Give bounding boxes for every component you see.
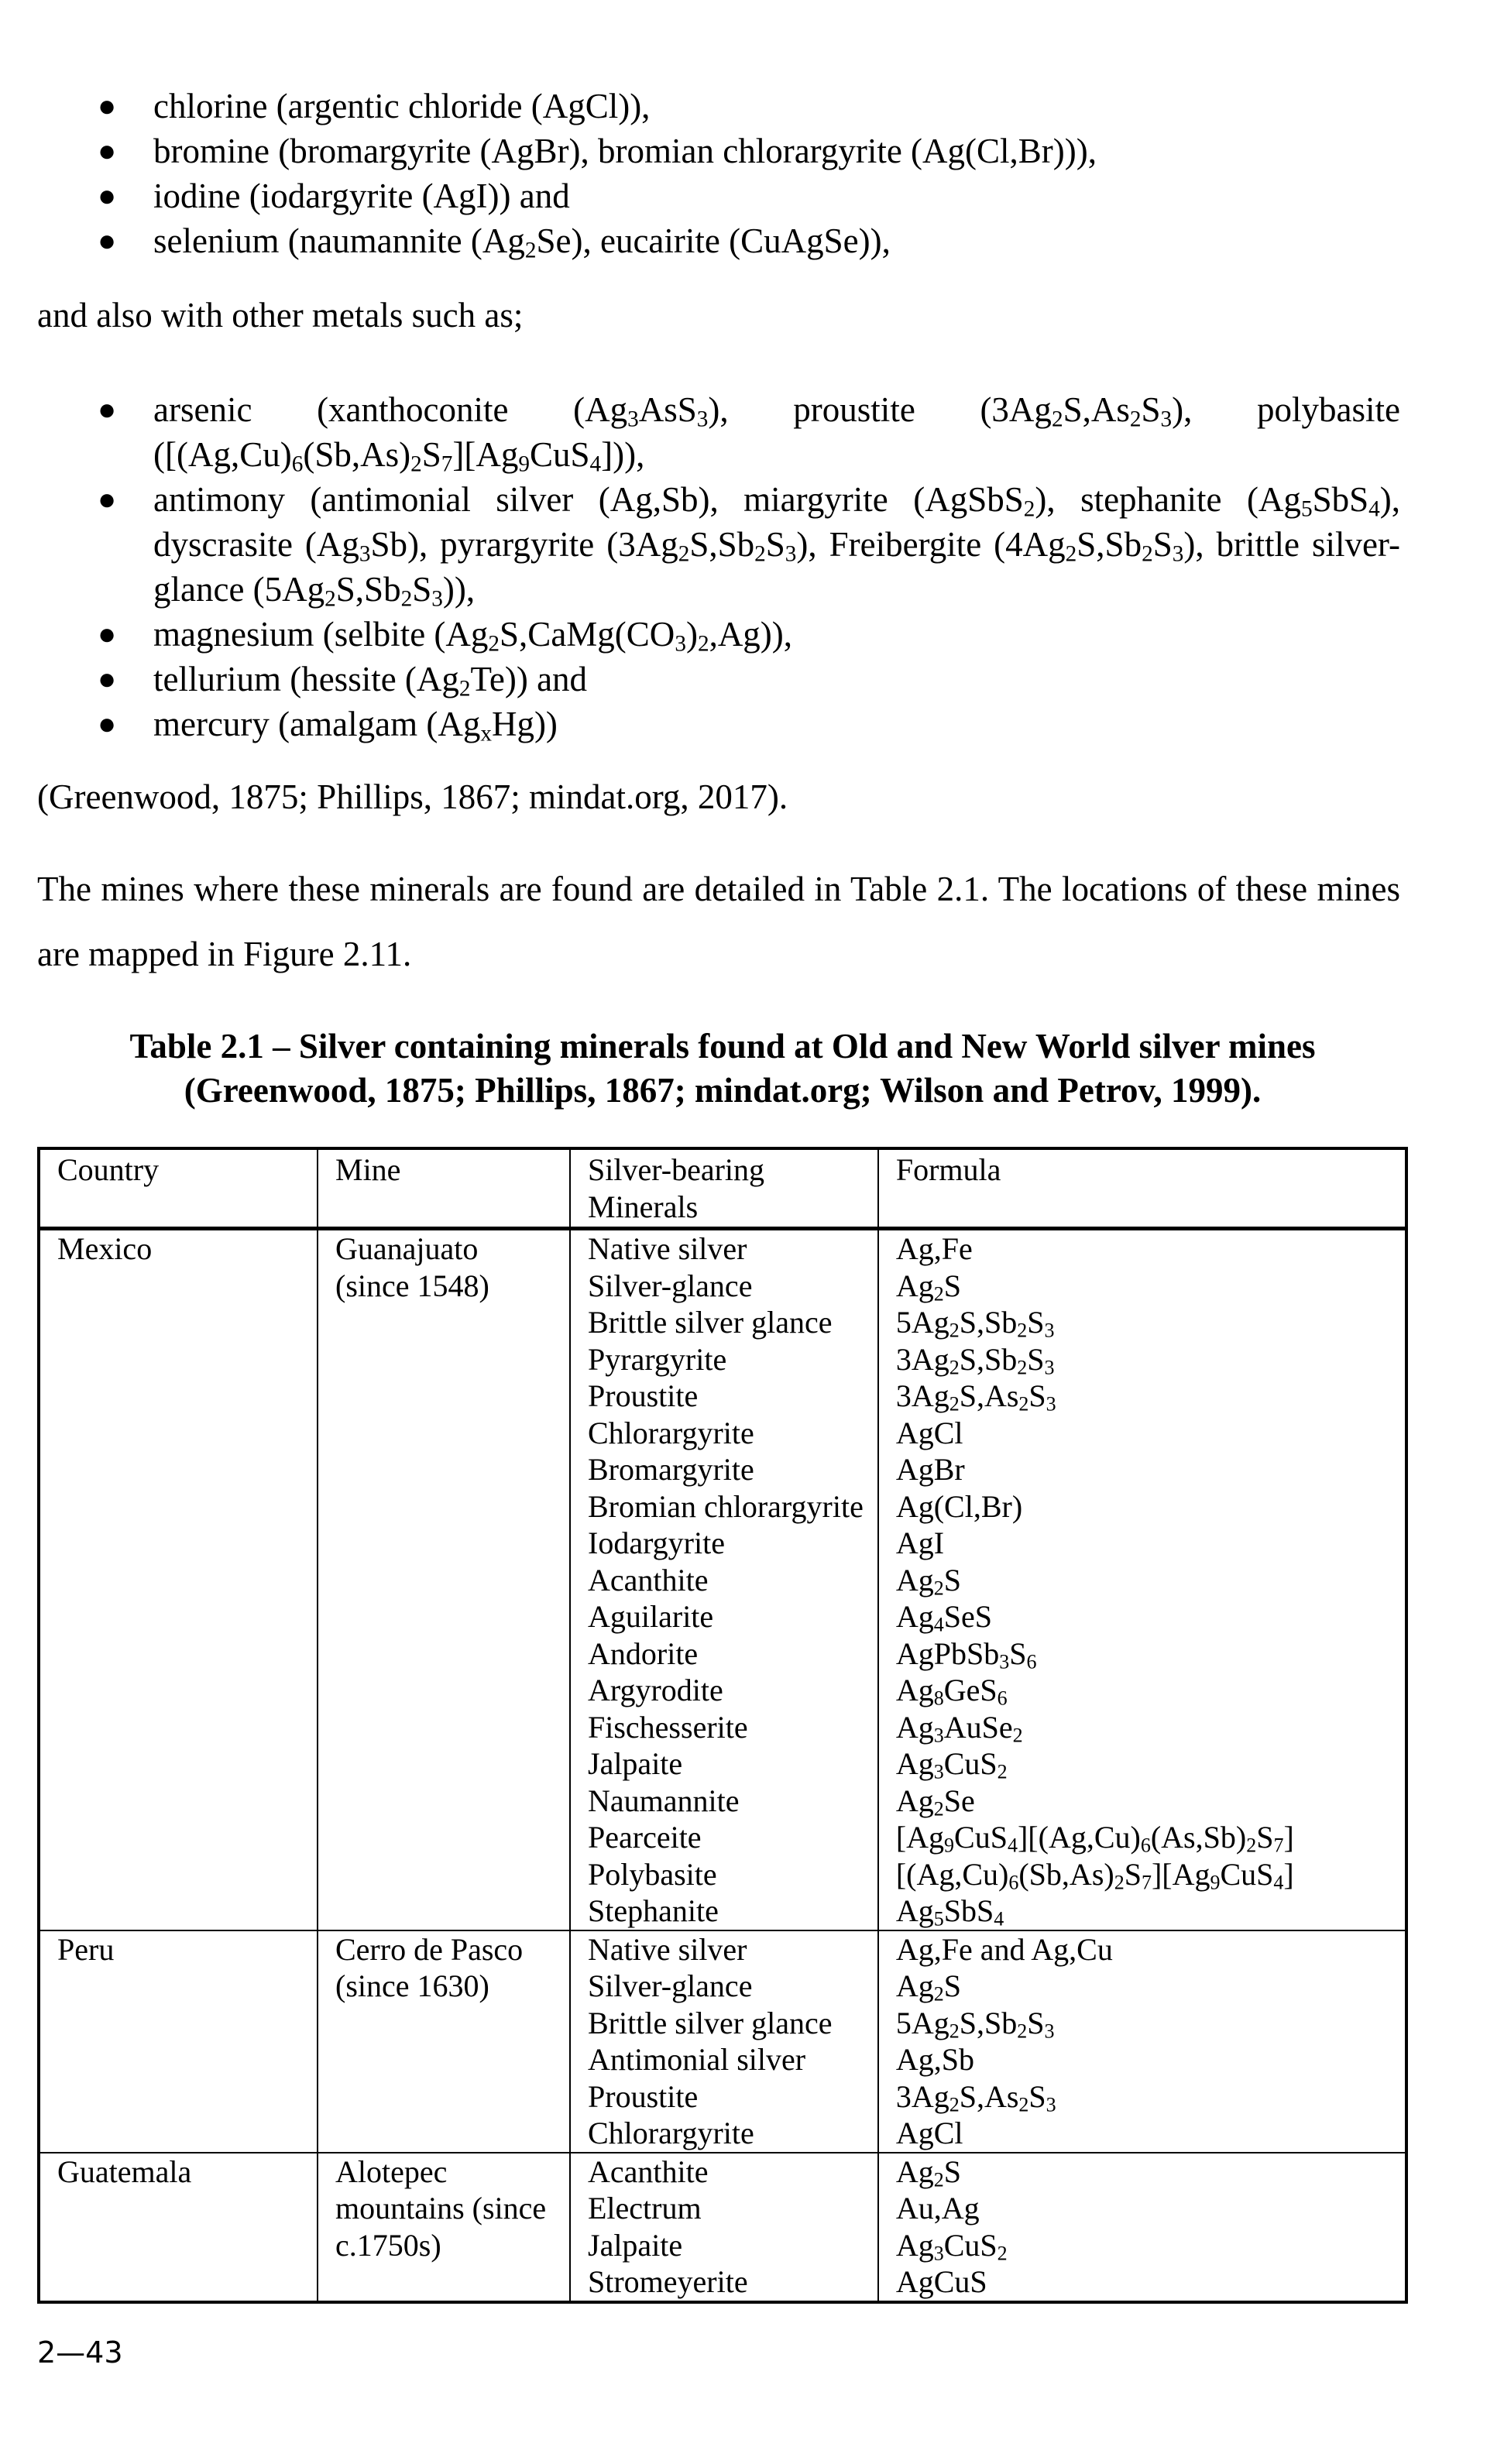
transition-text: and also with other metals such as; [37, 296, 524, 335]
mineral-formula: $Ag_2S$ [895, 1562, 961, 1600]
mineral-name: Chlorargyrite [588, 2116, 754, 2150]
list-item-text: iodine (iodargyrite (AgI)) and [153, 177, 570, 215]
cell-country: Mexico [39, 1229, 318, 1930]
mineral-formula: AgI [895, 1525, 945, 1560]
mineral-name: Fischesserite [588, 1709, 748, 1745]
bullet-icon: ● [98, 616, 117, 651]
header-country: Country [39, 1148, 318, 1229]
mineral-formula: $3Ag_2S,As_2S_3$ [895, 2078, 1056, 2116]
table-row [39, 1229, 1406, 1930]
other-metals-list [0, 387, 1504, 746]
bullet-icon: ● [98, 88, 117, 123]
mineral-name: Jalpaite [588, 2227, 683, 2263]
mineral-name: Proustite [588, 1378, 699, 1413]
header-mine: Mine [318, 1148, 570, 1229]
mineral-formula: Ag,Fe [895, 1231, 973, 1266]
mineral-name: Antimonial silver [588, 2042, 806, 2077]
minerals-table [37, 1147, 1408, 2304]
bullet-icon: ● [98, 482, 117, 516]
mineral-formula: $AgPbSb_3S_6$ [895, 1635, 1037, 1673]
mineral-name: Brittle silver glance [588, 2005, 833, 2040]
mineral-formula: $Ag_8GeS_6$ [895, 1673, 1008, 1710]
mineral-formula: $Ag_2S$ [895, 1268, 961, 1306]
list-item-text: chlorine (argentic chloride (AgCl)), [153, 87, 651, 125]
list-item [0, 477, 1504, 612]
list-item [0, 173, 1504, 218]
mineral-formula: Ag(Cl,Br) [895, 1488, 1023, 1524]
mineral-formula: $Ag_3CuS_2$ [895, 2227, 1008, 2265]
table-row [39, 2153, 1406, 2302]
mineral-formula: $5Ag_2S,Sb_2S_3$ [895, 1305, 1055, 1342]
cell-minerals [570, 2153, 878, 2302]
list-item [0, 84, 1504, 129]
bullet-icon: ● [98, 178, 117, 213]
mineral-formula: AgCuS [895, 2264, 987, 2299]
mineral-name: Andorite [588, 1635, 699, 1671]
bullet-icon: ● [98, 661, 117, 696]
mineral-formula: $3Ag_2S,As_2S_3$ [895, 1378, 1056, 1416]
mineral-formula: $3Ag_2S,Sb_2S_3$ [895, 1341, 1055, 1379]
mineral-name: Iodargyrite [588, 1525, 725, 1560]
table-row [39, 1930, 1406, 2153]
cell-mine: Cerro de Pasco (since 1630) [318, 1930, 570, 2153]
list-item-text: antimony (antimonial silver (Ag,Sb), miargyrite (AgSbS$_2$), stephanite $(Ag_5SbS_4)$, dyscrasite $(Ag_3Sb)$, pyrargyrite $(3Ag_2S,Sb_2S_3)$, Freibergite $(4Ag_2S,Sb_2S_3)$, brittle silver-glance $(5Ag_2S,Sb_2S_3)$), [153, 480, 1400, 612]
halide-elements-list [0, 84, 1504, 263]
mineral-formula: Ag,Sb [895, 2042, 974, 2077]
cell-mine: Alotepec mountains (since c.1750s) [318, 2153, 570, 2302]
mineral-name: Argyrodite [588, 1673, 723, 1707]
mineral-formula: $Ag_4SeS$ [895, 1599, 992, 1636]
citation-text: (Greenwood, 1875; Phillips, 1867; mindat.org, 2017). [37, 777, 788, 816]
list-item-text: tellurium (hessite $(Ag_2Te)$) and [153, 660, 588, 702]
mineral-name: Acanthite [588, 2153, 709, 2189]
list-item [0, 129, 1504, 173]
mineral-name: Chlorargyrite [588, 1415, 754, 1450]
mineral-formula: $Ag_3AuSe_2$ [895, 1709, 1023, 1747]
list-item [0, 218, 1504, 263]
mineral-name: Bromian chlorargyrite [588, 1488, 864, 1524]
mineral-formula: AgCl [895, 2116, 963, 2150]
header-formula: Formula [878, 1148, 1406, 1229]
mineral-name: Pearceite [588, 1820, 702, 1855]
list-item-text: selenium (naumannite $(Ag_2Se)$, eucairite (CuAgSe)), [153, 221, 891, 263]
mineral-name: Silver-glance [588, 1268, 753, 1303]
mineral-name: Bromargyrite [588, 1452, 754, 1487]
cell-formulas [878, 1229, 1406, 1930]
cell-minerals [570, 1229, 878, 1930]
bullet-icon: ● [98, 133, 117, 168]
list-item-text: bromine (bromargyrite (AgBr), bromian chlorargyrite (Ag(Cl,Br))), [153, 132, 1097, 170]
mineral-name: Native silver [588, 1931, 747, 1967]
list-item-text: arsenic (xanthoconite $(Ag_3AsS_3)$, proustite $(3Ag_2S,As_2S_3)$, polybasite $([(Ag,Cu)_6(Sb,As)_2S_7][Ag_9CuS_4])$), [153, 390, 1400, 477]
cell-country: Guatemala [39, 2153, 318, 2302]
cell-mine: Guanajuato (since 1548) [318, 1229, 570, 1930]
list-item [0, 702, 1504, 746]
table-caption-line-1: Table 2.1 – Silver containing minerals found at Old and New World silver mines [129, 1027, 1316, 1066]
header-minerals: Silver-bearing Minerals [570, 1148, 878, 1229]
mineral-name: Native silver [588, 1231, 747, 1266]
mineral-name: Acanthite [588, 1562, 709, 1597]
list-item [0, 612, 1504, 657]
bullet-icon: ● [98, 223, 117, 258]
mineral-name: Pyrargyrite [588, 1341, 727, 1377]
mineral-formula: AgCl [895, 1415, 963, 1450]
body-paragraph: The mines where these minerals are found are detailed in Table 2.1. The locations of these mines are mapped in Figure 2.11. [37, 870, 1400, 973]
mineral-name: Brittle silver glance [588, 1305, 833, 1340]
mineral-formula: $Ag_2S$ [895, 2153, 961, 2191]
mineral-formula: $Ag_3CuS_2$ [895, 1746, 1008, 1783]
cell-country: Peru [39, 1930, 318, 2153]
mineral-name: Proustite [588, 2078, 699, 2114]
mineral-name: Silver-glance [588, 1968, 753, 2003]
mineral-formula: AgBr [895, 1452, 965, 1487]
page-number: 2—43 [37, 2335, 123, 2370]
mineral-name: Electrum [588, 2191, 702, 2225]
mineral-name: Stephanite [588, 1893, 719, 1928]
table-header-row [39, 1148, 1406, 1229]
mineral-formula: $[(Ag,Cu)_6(Sb,As)_2S_7][Ag_9CuS_4]$ [895, 1856, 1294, 1894]
list-item-text: mercury (amalgam $(Ag_xHg)$) [153, 705, 558, 746]
mineral-name: Naumannite [588, 1783, 740, 1818]
mineral-formula: Au,Ag [895, 2191, 980, 2225]
mineral-formula: $[Ag_9CuS_4][(Ag,Cu)_6(As,Sb)_2S_7]$ [895, 1820, 1294, 1857]
mineral-formula: $Ag_2S$ [895, 1968, 961, 2006]
mineral-name: Aguilarite [588, 1599, 714, 1634]
list-item [0, 657, 1504, 702]
bullet-icon: ● [98, 706, 117, 741]
list-item [0, 387, 1504, 477]
table-caption-line-2: (Greenwood, 1875; Phillips, 1867; mindat.org; Wilson and Petrov, 1999). [184, 1071, 1262, 1110]
bullet-icon: ● [98, 392, 117, 427]
list-item-text: magnesium (selbite $(Ag_2S,CaMg(CO_3)_2,Ag)$), [153, 615, 793, 657]
table-caption [37, 1024, 1408, 1113]
mineral-name: Polybasite [588, 1856, 717, 1892]
cell-formulas [878, 2153, 1406, 2302]
cell-formulas [878, 1930, 1406, 2153]
mineral-formula: $5Ag_2S,Sb_2S_3$ [895, 2005, 1055, 2043]
mineral-formula: $Ag_5SbS_4$ [895, 1893, 1004, 1930]
mineral-formula: $Ag_2Se$ [895, 1783, 975, 1821]
mineral-name: Jalpaite [588, 1746, 683, 1781]
mineral-formula: Ag,Fe and Ag,Cu [895, 1931, 1113, 1967]
cell-minerals [570, 1930, 878, 2153]
mineral-name: Stromeyerite [588, 2264, 748, 2299]
